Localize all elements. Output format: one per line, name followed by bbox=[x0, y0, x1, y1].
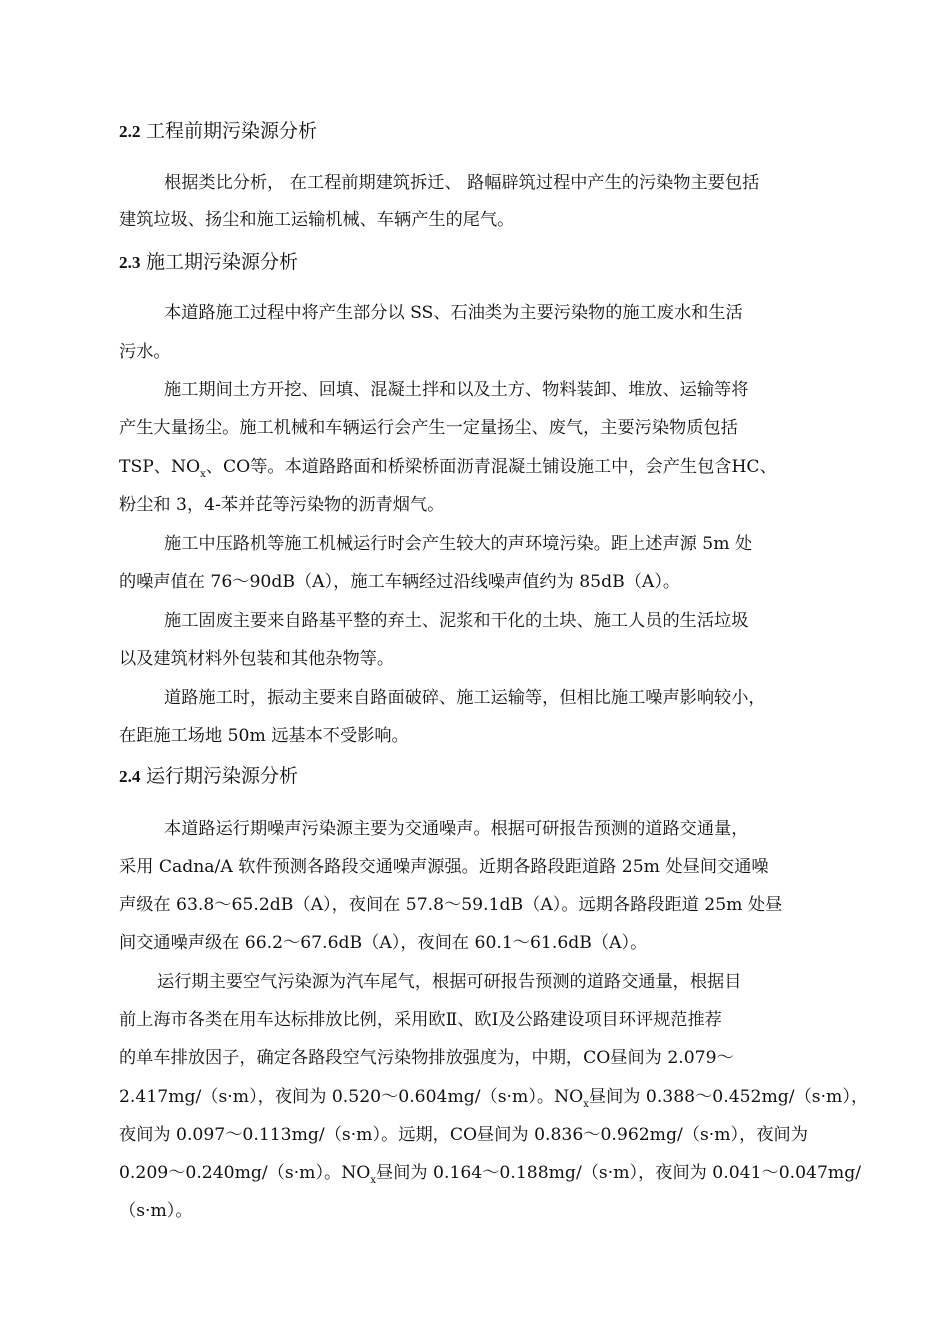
paragraph-line: 本道路施工过程中将产生部分以 SS、石油类为主要污染物的施工废水和生活 bbox=[164, 303, 743, 323]
text-run: 、CO等。本道路路面和桥梁桥面沥青混凝土铺设施工中，会产生包含HC、 bbox=[205, 457, 777, 477]
paragraph-line: 的单车排放因子，确定各路段空气污染物排放强度为，中期，CO昼间为 2.079～ bbox=[119, 1048, 734, 1068]
section-number: 2.4 bbox=[119, 767, 141, 786]
section-number: 2.3 bbox=[119, 253, 141, 272]
section-heading-2-4 bbox=[119, 764, 298, 789]
paragraph-line: 本道路运行期噪声污染源主要为交通噪声。根据可研报告预测的道路交通量， bbox=[164, 819, 749, 839]
paragraph-line: 污水。 bbox=[119, 342, 171, 362]
paragraph-line: 产生大量扬尘。施工机械和车辆运行会产生一定量扬尘、废气，主要污染物质包括 bbox=[119, 418, 738, 438]
text-run: 昼间为 0.388～0.452mg/（s·m）， bbox=[588, 1087, 869, 1107]
paragraph-line: 道路施工时，振动主要来自路面破碎、施工运输等，但相比施工噪声影响较小， bbox=[164, 688, 766, 708]
paragraph-line: 间交通噪声级在 66.2～67.6dB（A），夜间在 60.1～61.6dB（A）。 bbox=[119, 933, 648, 953]
paragraph-line: 夜间为 0.097～0.113mg/（s·m）。远期，CO昼间为 0.836～0.962mg/（s·m），夜间为 bbox=[119, 1125, 808, 1145]
paragraph-line: 采用 Cadna/A 软件预测各路段交通噪声源强。近期各路段距道路 25m 处昼间交通噪 bbox=[119, 857, 769, 877]
section-heading-2-2 bbox=[119, 119, 317, 144]
subscript: x bbox=[370, 1175, 377, 1186]
text-run: 2.417mg/（s·m），夜间为 0.520～0.604mg/（s·m）。NO bbox=[119, 1087, 584, 1107]
paragraph-line: 以及建筑材料外包装和其他杂物等。 bbox=[119, 649, 395, 669]
paragraph-line: 施工期间土方开挖、回填、混凝土拌和以及土方、物料装卸、堆放、运输等将 bbox=[164, 380, 749, 400]
paragraph-line bbox=[119, 455, 777, 479]
section-number: 2.2 bbox=[119, 122, 141, 141]
paragraph-line: 建筑垃圾、扬尘和施工运输机械、车辆产生的尾气。 bbox=[119, 210, 515, 230]
paragraph-line: （s·m）。 bbox=[119, 1201, 193, 1221]
paragraph-line bbox=[119, 1085, 868, 1109]
paragraph-line bbox=[119, 1161, 861, 1185]
text-run: 昼间为 0.164～0.188mg/（s·m），夜间为 0.041～0.047mg/ bbox=[376, 1163, 861, 1183]
paragraph-line: 的噪声值在 76～90dB（A），施工车辆经过沿线噪声值约为 85dB（A）。 bbox=[119, 572, 681, 592]
subscript: x bbox=[200, 469, 206, 480]
paragraph-line: 施工中压路机等施工机械运行时会产生较大的声环境污染。距上述声源 5m 处 bbox=[164, 534, 753, 554]
paragraph-line: 粉尘和 3，4-苯并芘等污染物的沥青烟气。 bbox=[119, 495, 445, 515]
section-heading-2-3 bbox=[119, 250, 298, 275]
subscript: x bbox=[583, 1099, 589, 1110]
text-run: 0.209～0.240mg/（s·m）。NO bbox=[119, 1163, 371, 1183]
paragraph-line: 施工固废主要来自路基平整的弃土、泥浆和干化的土块、施工人员的生活垃圾 bbox=[164, 611, 749, 631]
paragraph-line: 声级在 63.8～65.2dB（A），夜间在 57.8～59.1dB（A）。远期各路段距道 25m 处昼 bbox=[119, 895, 783, 915]
section-title: 施工期污染源分析 bbox=[145, 251, 298, 273]
paragraph-line: 前上海市各类在用车达标排放比例，采用欧Ⅱ、欧Ⅰ及公路建设项目环评规范推荐 bbox=[119, 1010, 722, 1030]
paragraph-line: 在距施工场地 50m 远基本不受影响。 bbox=[119, 726, 409, 746]
section-title: 工程前期污染源分析 bbox=[145, 120, 317, 142]
section-title: 运行期污染源分析 bbox=[145, 765, 298, 787]
paragraph-line: 根据类比分析， 在工程前期建筑拆迁、 路幅辟筑过程中产生的污染物主要包括 bbox=[164, 173, 760, 193]
paragraph-line: 运行期主要空气污染源为汽车尾气，根据可研报告预测的道路交通量，根据目 bbox=[157, 972, 742, 992]
text-run: TSP、NO bbox=[119, 457, 201, 477]
